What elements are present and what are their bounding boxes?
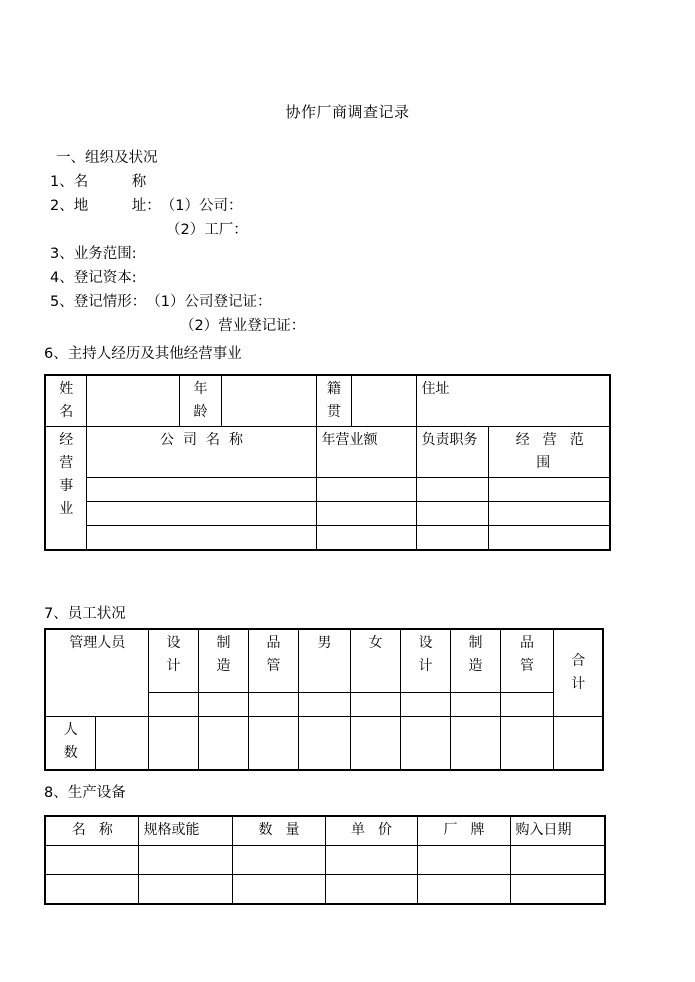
cell-position[interactable] [417, 502, 489, 525]
cell-position-scope[interactable] [416, 502, 610, 526]
section-8-heading: 8、生产设备 [44, 785, 126, 801]
table-row [45, 502, 610, 526]
cell-headcount[interactable] [400, 717, 450, 771]
table-row [45, 816, 605, 846]
header-business-scope: 经营范围 [515, 432, 597, 471]
cell-blank[interactable] [400, 693, 450, 717]
cell-purchase-date[interactable] [510, 846, 605, 875]
cell-annual-revenue[interactable] [316, 526, 416, 551]
section-6-heading: 6、主持人经历及其他经营事业 [44, 346, 242, 362]
cell-headcount[interactable] [450, 717, 500, 771]
cell-specification[interactable] [138, 846, 232, 875]
header-position-and-scope [416, 427, 610, 478]
cell-headcount[interactable] [500, 717, 553, 771]
cell-blank[interactable] [248, 693, 298, 717]
header-specification: 规格或能 [138, 816, 232, 846]
table-row [45, 427, 610, 478]
cell-blank[interactable] [298, 693, 350, 717]
table-row [45, 875, 605, 905]
header-design-1: 设计 [148, 629, 198, 693]
header-total: 合计 [553, 629, 603, 717]
header-equipment-name: 名称 [45, 816, 138, 846]
cell-blank[interactable] [450, 693, 500, 717]
header-quality-1: 品管 [248, 629, 298, 693]
cell-origin-label: 籍贯 [316, 375, 351, 427]
table-row [45, 629, 603, 693]
cell-company-name[interactable] [86, 478, 316, 502]
header-management-staff: 管理人员 [45, 629, 148, 717]
item-address-factory: （2）工厂： [166, 222, 248, 238]
section-7-heading: 7、员工状况 [44, 606, 126, 622]
cell-unit-price[interactable] [325, 846, 417, 875]
equipment-table [44, 815, 606, 905]
page-title: 协作厂商调查记录 [285, 103, 410, 121]
cell-unit-price[interactable] [325, 875, 417, 905]
header-manufacture-1: 制造 [198, 629, 248, 693]
cell-quantity[interactable] [232, 846, 325, 875]
item-registered-capital: 4、登记资本: [50, 270, 137, 286]
item-business-scope: 3、业务范围: [50, 246, 137, 262]
cell-quantity[interactable] [232, 875, 325, 905]
cell-age-label: 年龄 [179, 375, 221, 427]
managers-table [44, 374, 611, 551]
header-purchase-date: 购入日期 [510, 816, 605, 846]
cell-annual-revenue[interactable] [316, 502, 416, 526]
cell-position[interactable] [417, 526, 489, 549]
header-male: 男 [298, 629, 350, 693]
header-position: 负责职务 [417, 427, 489, 477]
header-quantity: 数量 [232, 816, 325, 846]
cell-headcount-total[interactable] [553, 717, 603, 771]
cell-business-scope[interactable] [489, 478, 610, 501]
cell-headcount[interactable] [198, 717, 248, 771]
table-row [45, 526, 610, 551]
cell-name-label: 姓名 [45, 375, 86, 427]
table-row [45, 375, 610, 427]
cell-headcount[interactable] [148, 717, 198, 771]
header-annual-revenue: 年营业额 [316, 427, 416, 478]
header-unit-price: 单价 [325, 816, 417, 846]
cell-purchase-date[interactable] [510, 875, 605, 905]
cell-business-scope[interactable] [489, 502, 610, 525]
cell-address-label[interactable]: 住址 [416, 375, 610, 427]
item-registration-status: 5、登记情形： （1）公司登记证： [50, 294, 272, 310]
cell-brand[interactable] [417, 846, 510, 875]
cell-equipment-name[interactable] [45, 846, 138, 875]
cell-blank[interactable] [198, 693, 248, 717]
cell-position[interactable] [417, 478, 489, 501]
item-company-name: 1、名 称 [50, 174, 147, 190]
cell-name-value[interactable] [86, 375, 179, 427]
cell-position-scope[interactable] [416, 526, 610, 551]
item-business-license: （2）营业登记证： [180, 318, 306, 334]
cell-blank[interactable] [350, 693, 400, 717]
cell-age-value[interactable] [221, 375, 316, 427]
cell-brand[interactable] [417, 875, 510, 905]
cell-position-scope[interactable] [416, 478, 610, 502]
section-1-text-block [50, 146, 650, 338]
section-1-heading: 一、组织及状况 [56, 150, 158, 166]
header-quality-2: 品管 [500, 629, 553, 693]
cell-origin-value[interactable] [351, 375, 416, 427]
cell-headcount[interactable] [95, 717, 148, 771]
header-female: 女 [350, 629, 400, 693]
item-address: 2、地 址： （1）公司： [50, 198, 243, 214]
table-row [45, 478, 610, 502]
header-brand: 厂牌 [417, 816, 510, 846]
cell-company-name[interactable] [86, 502, 316, 526]
cell-specification[interactable] [138, 875, 232, 905]
cell-business-scope[interactable] [489, 526, 610, 549]
row-label-headcount: 人数 [45, 717, 95, 771]
cell-headcount[interactable] [248, 717, 298, 771]
table-row [45, 846, 605, 875]
header-design-2: 设计 [400, 629, 450, 693]
header-company-name: 公司名称 [86, 427, 316, 478]
cell-blank[interactable] [148, 693, 198, 717]
cell-business-vertical-label: 经营事业 [45, 427, 86, 551]
staff-table [44, 628, 604, 771]
cell-headcount[interactable] [350, 717, 400, 771]
table-row [45, 717, 603, 771]
cell-blank[interactable] [500, 693, 553, 717]
cell-company-name[interactable] [86, 526, 316, 551]
cell-equipment-name[interactable] [45, 875, 138, 905]
cell-headcount[interactable] [298, 717, 350, 771]
cell-annual-revenue[interactable] [316, 478, 416, 502]
header-manufacture-2: 制造 [450, 629, 500, 693]
